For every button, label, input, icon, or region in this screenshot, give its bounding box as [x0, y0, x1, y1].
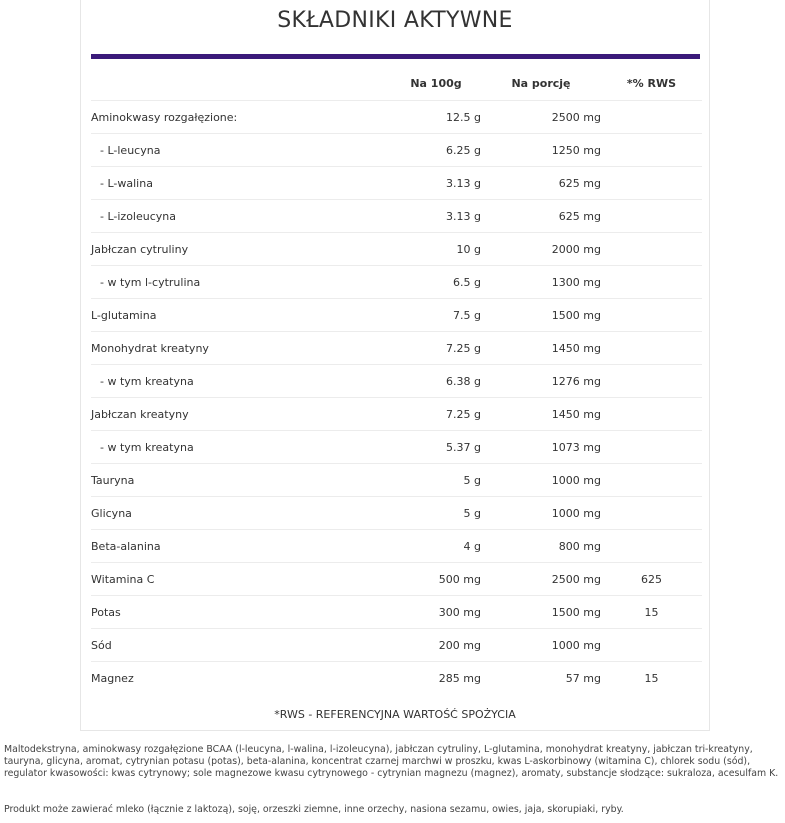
value-rws	[601, 233, 702, 266]
value-per-100g: 7.25 g	[391, 398, 481, 431]
value-per-100g: 5 g	[391, 497, 481, 530]
table-row	[91, 662, 702, 695]
ingredient-name: Aminokwasy rozgałęzione:	[91, 101, 391, 134]
value-per-100g: 6.38 g	[391, 365, 481, 398]
value-per-100g: 5 g	[391, 464, 481, 497]
table-header-row	[91, 67, 702, 101]
ingredient-name: Beta-alanina	[91, 530, 391, 563]
value-rws	[601, 167, 702, 200]
value-rws	[601, 266, 702, 299]
value-per-100g: 3.13 g	[391, 200, 481, 233]
ingredient-name: - L-walina	[91, 167, 391, 200]
ingredient-name: Tauryna	[91, 464, 391, 497]
table-row	[91, 101, 702, 134]
table-row	[91, 134, 702, 167]
ingredient-name: - w tym l-cytrulina	[91, 266, 391, 299]
page-title: SKŁADNIKI AKTYWNE	[277, 8, 513, 33]
value-rws: 15	[601, 662, 702, 695]
value-rws	[601, 101, 702, 134]
value-rws	[601, 464, 702, 497]
ingredient-name: Witamina C	[91, 563, 391, 596]
header-per100: Na 100g	[410, 77, 462, 90]
value-per-100g: 7.25 g	[391, 332, 481, 365]
value-per-100g: 6.5 g	[391, 266, 481, 299]
value-per-100g: 5.37 g	[391, 431, 481, 464]
value-per-100g: 7.5 g	[391, 299, 481, 332]
ingredient-name: Potas	[91, 596, 391, 629]
value-per-serving: 625 mg	[481, 200, 601, 233]
table-row	[91, 233, 702, 266]
ingredient-name: - L-izoleucyna	[91, 200, 391, 233]
value-per-serving: 2500 mg	[481, 101, 601, 134]
value-rws	[601, 497, 702, 530]
value-per-100g: 6.25 g	[391, 134, 481, 167]
table-row	[91, 398, 702, 431]
value-rws	[601, 134, 702, 167]
table-row	[91, 530, 702, 563]
ingredient-name: Glicyna	[91, 497, 391, 530]
table-row	[91, 167, 702, 200]
value-per-serving: 1300 mg	[481, 266, 601, 299]
ingredients-text: Maltodekstryna, aminokwasy rozgałęzione BCAA (l-leucyna, l-walina, l-izoleucyna), jabłczan cytruliny, L-glutamina, monohydrat kreatyny, jabłczan tri-kreatyny, tauryna, glicyna, aromat, cytrynian potasu (potas), beta-alanina, koncentrat czarnej marchwi w proszku, kwas L-askorbinowy (witamina C), chlorek sodu (sód), regulator kwasowości: kwas cytrynowy; sole magnezowe kwasu cytrynowego - cytrynian magnezu (magnez), aromaty, substancje słodzące: sukraloza, acesulfam K.	[4, 744, 779, 779]
table-row	[91, 200, 702, 233]
value-per-100g: 10 g	[391, 233, 481, 266]
value-per-100g: 12.5 g	[391, 101, 481, 134]
header-rws: *% RWS	[626, 77, 677, 90]
value-per-serving: 1000 mg	[481, 464, 601, 497]
rws-footnote: *RWS - REFERENCYJNA WARTOŚĆ SPOŻYCIA	[274, 708, 516, 721]
value-rws	[601, 398, 702, 431]
value-per-serving: 625 mg	[481, 167, 601, 200]
value-per-serving: 1250 mg	[481, 134, 601, 167]
value-per-serving: 2500 mg	[481, 563, 601, 596]
ingredient-name: Magnez	[91, 662, 391, 695]
value-per-serving: 1450 mg	[481, 332, 601, 365]
value-per-100g: 285 mg	[391, 662, 481, 695]
ingredient-name: - L-leucyna	[91, 134, 391, 167]
value-rws	[601, 200, 702, 233]
header-name	[91, 67, 391, 101]
ingredient-name: - w tym kreatyna	[91, 431, 391, 464]
value-per-serving: 1000 mg	[481, 629, 601, 662]
value-per-serving: 1500 mg	[481, 299, 601, 332]
value-per-serving: 800 mg	[481, 530, 601, 563]
table-row	[91, 332, 702, 365]
table-row	[91, 431, 702, 464]
value-per-100g: 500 mg	[391, 563, 481, 596]
value-per-serving: 1073 mg	[481, 431, 601, 464]
value-per-100g: 300 mg	[391, 596, 481, 629]
value-per-100g: 200 mg	[391, 629, 481, 662]
value-per-serving: 57 mg	[481, 662, 601, 695]
value-per-serving: 1276 mg	[481, 365, 601, 398]
ingredient-name: Jabłczan kreatyny	[91, 398, 391, 431]
value-per-100g: 4 g	[391, 530, 481, 563]
ingredient-name: Jabłczan cytruliny	[91, 233, 391, 266]
value-per-100g: 3.13 g	[391, 167, 481, 200]
value-rws	[601, 332, 702, 365]
table-row	[91, 596, 702, 629]
value-per-serving: 1500 mg	[481, 596, 601, 629]
value-rws	[601, 365, 702, 398]
ingredient-name: Monohydrat kreatyny	[91, 332, 391, 365]
allergens-text: Produkt może zawierać mleko (łącznie z laktozą), soję, orzeszki ziemne, inne orzechy, nasiona sezamu, owies, jaja, skorupiaki, ryby.	[4, 804, 624, 815]
value-rws	[601, 431, 702, 464]
value-rws: 15	[601, 596, 702, 629]
value-rws	[601, 299, 702, 332]
table-row	[91, 266, 702, 299]
table-row	[91, 464, 702, 497]
table-row	[91, 497, 702, 530]
value-rws	[601, 629, 702, 662]
table-row	[91, 299, 702, 332]
ingredient-name: Sód	[91, 629, 391, 662]
value-per-serving: 2000 mg	[481, 233, 601, 266]
nutrition-panel	[80, 0, 710, 731]
table-row	[91, 629, 702, 662]
value-rws	[601, 530, 702, 563]
accent-divider	[91, 54, 700, 59]
value-rws: 625	[601, 563, 702, 596]
table-row	[91, 563, 702, 596]
value-per-serving: 1450 mg	[481, 398, 601, 431]
value-per-serving: 1000 mg	[481, 497, 601, 530]
ingredient-name: - w tym kreatyna	[91, 365, 391, 398]
ingredient-name: L-glutamina	[91, 299, 391, 332]
nutrition-table	[91, 67, 702, 694]
table-row	[91, 365, 702, 398]
header-per-serving: Na porcję	[511, 77, 571, 90]
